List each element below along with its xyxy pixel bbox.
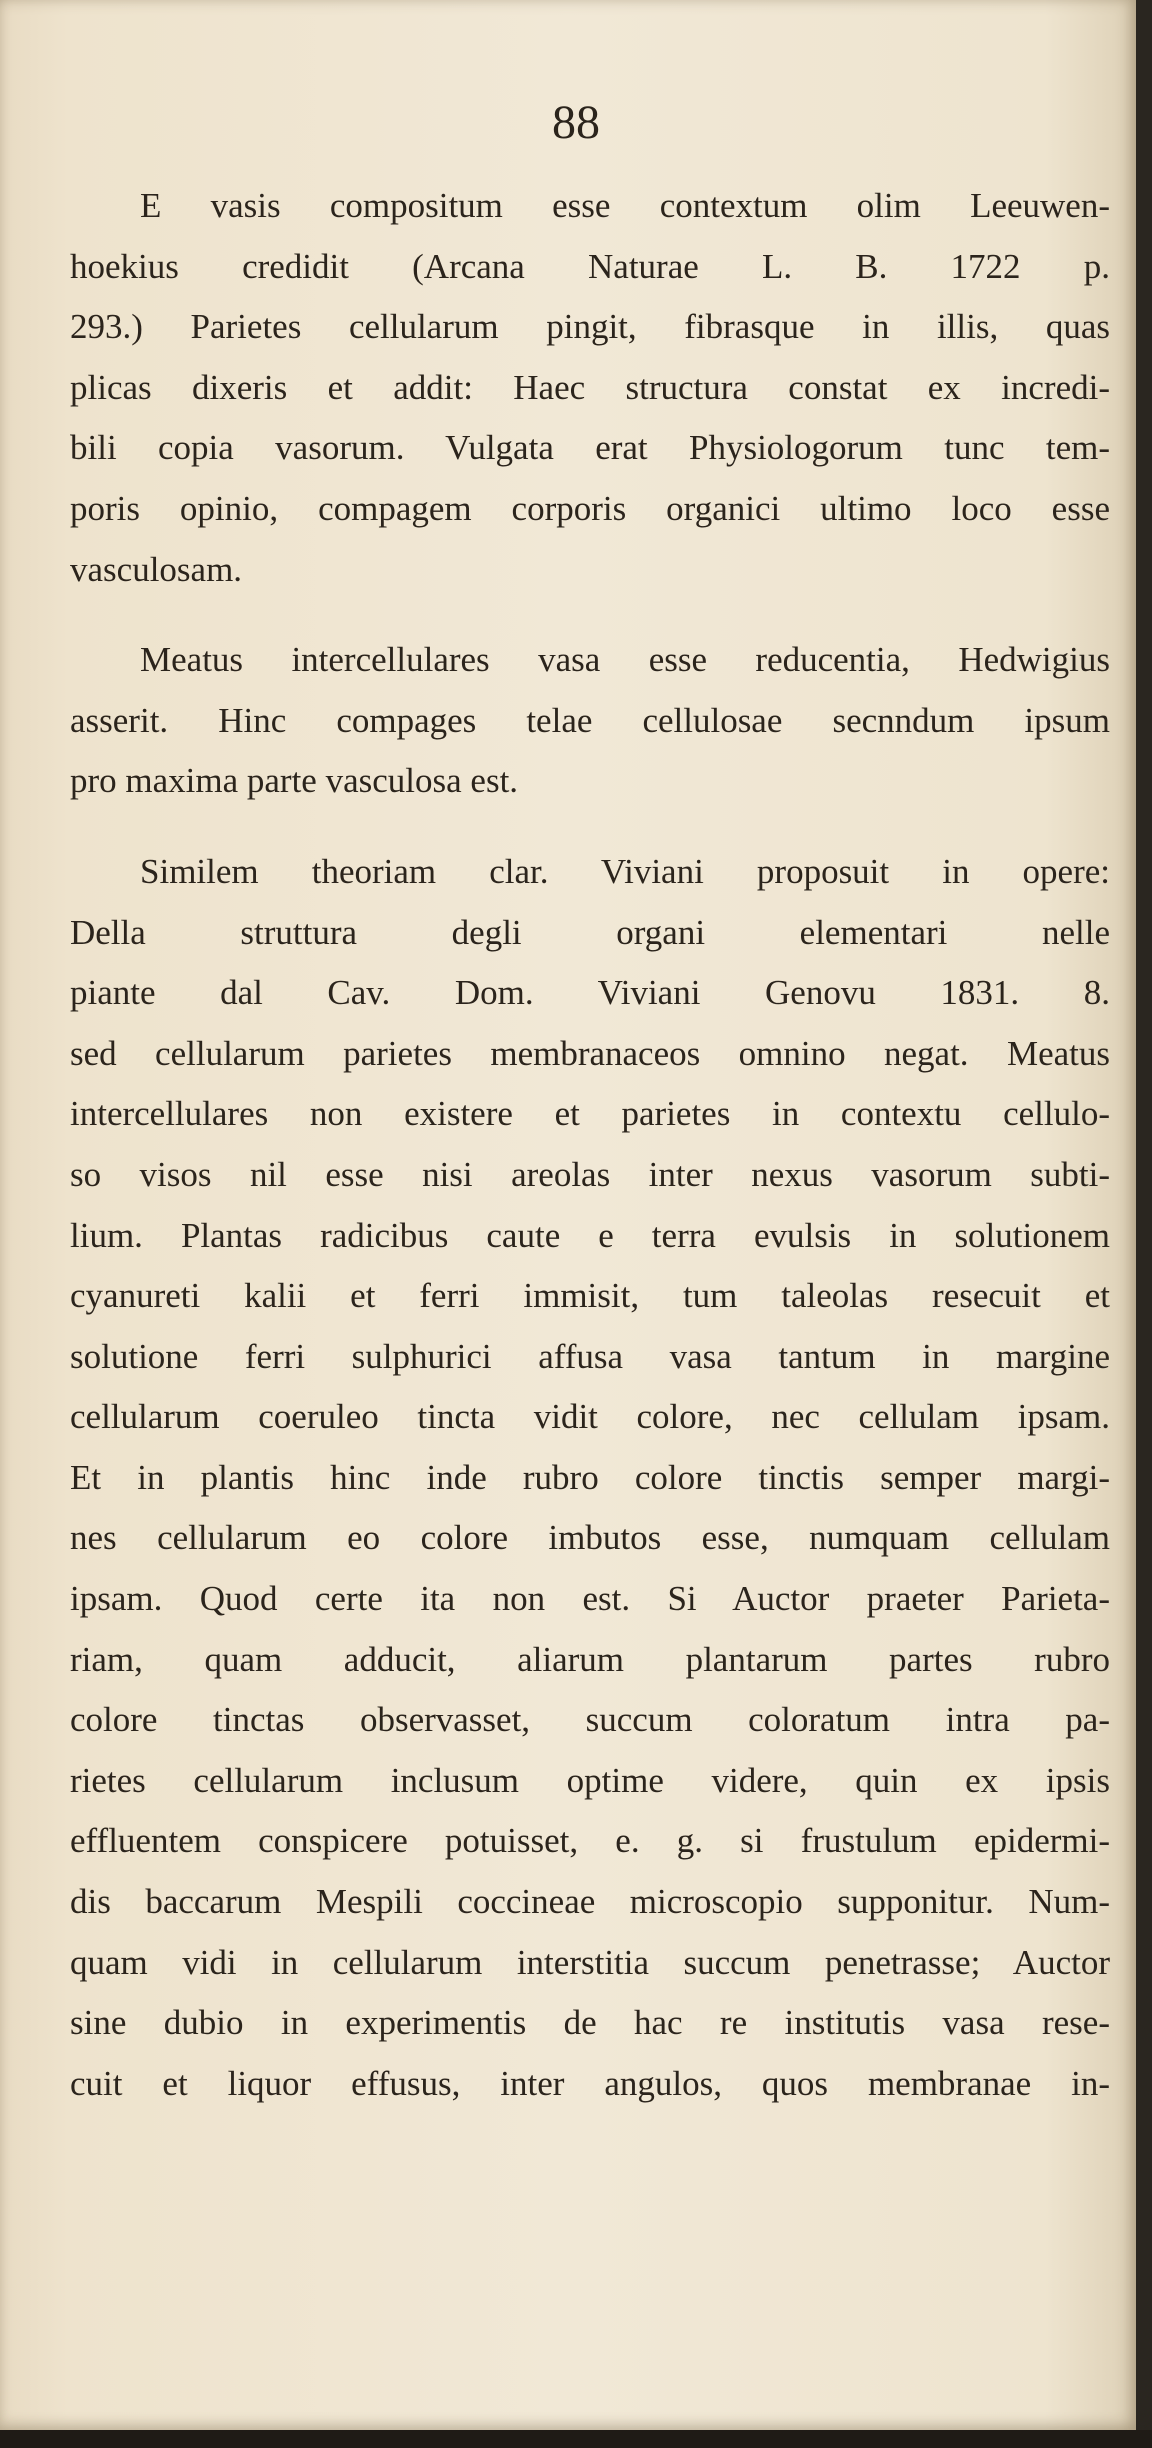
text-line: intercellulares non existere et parietes in contextu cellulo-	[70, 1094, 1110, 1134]
text-line: rietes cellularum inclusum optime videre, quin ex ipsis	[70, 1760, 1110, 1800]
paragraph-2	[70, 630, 1110, 812]
text-line: Meatus intercellulares vasa esse reducentia, Hedwigius	[140, 640, 1110, 680]
text-line: asserit. Hinc compages telae cellulosae secnndum ipsum	[70, 700, 1110, 740]
text-line: dis baccarum Mespili coccineae microscopio supponitur. Num-	[70, 1882, 1110, 1922]
text-line: plicas dixeris et addit: Haec structura constat ex incredi-	[70, 367, 1110, 407]
text-line: sine dubio in experimentis de hac re institutis vasa rese-	[70, 2003, 1110, 2043]
page-bottom-edge	[0, 2430, 1152, 2448]
text-line: vasculosam.	[70, 549, 243, 589]
text-line: Similem theoriam clar. Viviani proposuit in opere:	[140, 851, 1110, 891]
text-line: Della struttura degli organi elementari nelle	[70, 912, 1110, 952]
text-line: piante dal Cav. Dom. Viviani Genovu 1831. 8.	[70, 973, 1110, 1013]
text-line: pro maxima parte vasculosa est.	[70, 761, 519, 801]
text-line: lium. Plantas radicibus caute e terra evulsis in solutionem	[70, 1215, 1110, 1255]
text-line: hoekius credidit (Arcana Naturae L. B. 1722 p.	[70, 246, 1110, 286]
text-line: nes cellularum eo colore imbutos esse, numquam cellulam	[70, 1518, 1110, 1558]
text-line: 293.) Parietes cellularum pingit, fibrasque in illis, quas	[70, 307, 1110, 347]
text-line: sed cellularum parietes membranaceos omnino negat. Meatus	[70, 1033, 1110, 1073]
body-text	[70, 176, 1110, 2114]
text-line: cyanureti kalii et ferri immisit, tum taleolas resecuit et	[70, 1276, 1110, 1316]
text-line: poris opinio, compagem corporis organici ultimo loco esse	[70, 488, 1110, 528]
text-line: colore tinctas observasset, succum coloratum intra pa-	[70, 1700, 1110, 1740]
text-line: so visos nil esse nisi areolas inter nexus vasorum subti-	[70, 1154, 1110, 1194]
page-number: 88	[552, 96, 600, 149]
text-line: riam, quam adducit, aliarum plantarum partes rubro	[70, 1639, 1110, 1679]
paragraph-3	[70, 842, 1110, 2114]
text-line: cellularum coeruleo tincta vidit colore, nec cellulam ipsam.	[70, 1397, 1110, 1437]
text-line: solutione ferri sulphurici affusa vasa tantum in margine	[70, 1336, 1110, 1376]
text-line: ipsam. Quod certe ita non est. Si Auctor praeter Parieta-	[70, 1579, 1110, 1619]
paragraph-1	[70, 176, 1110, 600]
text-line: bili copia vasorum. Vulgata erat Physiologorum tunc tem-	[70, 428, 1110, 468]
text-line: effluentem conspicere potuisset, e. g. si frustulum epidermi-	[70, 1821, 1110, 1861]
text-line: quam vidi in cellularum interstitia succum penetrasse; Auctor	[70, 1942, 1110, 1982]
text-line: Et in plantis hinc inde rubro colore tinctis semper margi-	[70, 1457, 1110, 1497]
text-line: cuit et liquor effusus, inter angulos, quos membranae in-	[70, 2063, 1110, 2103]
text-line: E vasis compositum esse contextum olim Leeuwen-	[140, 186, 1110, 225]
